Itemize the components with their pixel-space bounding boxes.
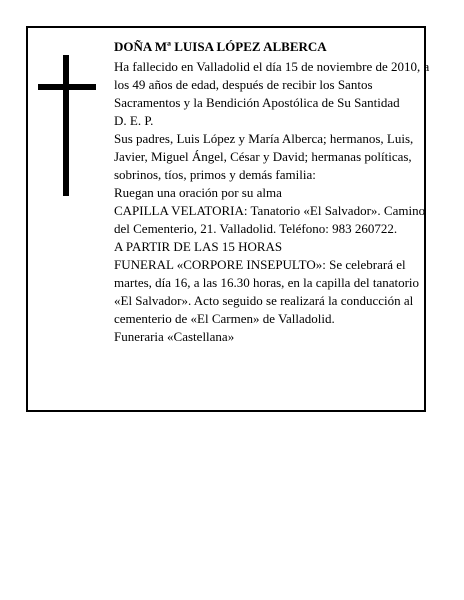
from-time-text: A PARTIR DE LAS 15 HORAS (114, 239, 283, 254)
passing-text: Ha fallecido en Valladolid el día 15 de noviembre de 2010, a los 49 años de edad, después de recibir los Santos Sacramentos y la Bendición Apostólica de Su Santidad (114, 59, 430, 110)
dep-text: D. E. P. (114, 113, 154, 128)
family-text: Sus padres, Luis López y María Alberca; hermanos, Luis, Javier, Miguel Ángel, César y David; hermanas políticas, sobrinos, tíos, primos y demás familia: (114, 131, 414, 182)
cross-icon-bar (38, 84, 96, 90)
funeral-home-text: Funeraria «Castellana» (114, 329, 235, 344)
prayer-text: Ruegan una oración por su alma (114, 185, 282, 200)
cross-icon (63, 55, 69, 196)
chapel-text: CAPILLA VELATORIA: Tanatorio «El Salvador». Camino del Cementerio, 21. Valladolid. Teléfono: 983 260722. (114, 203, 426, 236)
deceased-name: DOÑA Mª LUISA LÓPEZ ALBERCA (114, 39, 327, 54)
obituary-text (114, 38, 432, 346)
funeral-text: FUNERAL «CORPORE INSEPULTO»: Se celebrará el martes, día 16, a las 16.30 horas, en la capilla del tanatorio «El Salvador». Acto seguido se realizará la conducción al cementerio de «El Carmen» de Valladolid. (114, 257, 420, 326)
